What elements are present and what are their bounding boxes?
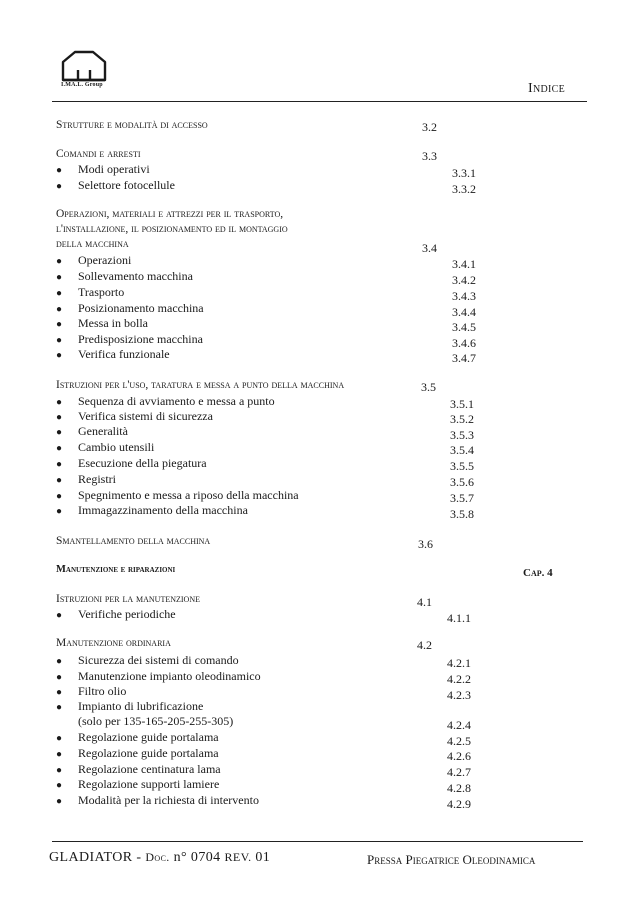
item-number: 3.3.1 <box>452 166 476 180</box>
bullet-icon: ● <box>56 491 63 502</box>
product-name: GLADIATOR - <box>49 850 142 865</box>
item-number: 4.1.1 <box>447 611 471 625</box>
bullet-icon: ● <box>56 687 63 698</box>
section-number: 3.3 <box>422 149 437 163</box>
rev-number: 01 <box>255 850 271 865</box>
list-item: ● Posizionamento macchina <box>56 301 204 315</box>
list-item: ● Regolazione guide portalama <box>56 730 219 744</box>
item-number: 3.4.6 <box>452 336 476 350</box>
list-item: ● Filtro olio <box>56 684 127 698</box>
section-title: Smantellamento della macchina <box>56 535 211 547</box>
section-number: 3.4 <box>422 241 437 255</box>
item-number: 3.4.5 <box>452 320 476 334</box>
bullet-icon: ● <box>56 749 63 760</box>
doc-number: n° 0704 <box>173 850 221 865</box>
list-item: ● Sicurezza dei sistemi di comando <box>56 653 239 667</box>
bullet-icon: ● <box>56 475 63 486</box>
bullet-icon: ● <box>56 610 63 621</box>
item-number: 3.5.6 <box>450 475 474 489</box>
footer-description: Pressa Piegatrice Oleodinamica <box>367 852 536 867</box>
company-name: I.MA.L. Group <box>61 82 103 88</box>
bullet-icon: ● <box>56 288 63 299</box>
bullet-icon: ● <box>56 181 63 192</box>
bullet-icon: ● <box>56 459 63 470</box>
bullet-icon: ● <box>56 780 63 791</box>
section-title: Istruzioni per l'uso, taratura e messa a punto della macchina <box>56 379 345 391</box>
list-item: ● Messa in bolla <box>56 316 148 330</box>
bullet-icon: ● <box>56 672 63 683</box>
bullet-icon: ● <box>56 319 63 330</box>
item-number: 3.5.4 <box>450 443 474 457</box>
item-number: 3.4.1 <box>452 257 476 271</box>
item-number: 4.2.7 <box>447 765 471 779</box>
item-number: 3.4.2 <box>452 273 476 287</box>
header-divider <box>52 101 587 102</box>
item-number: 3.5.2 <box>450 412 474 426</box>
bullet-icon: ● <box>56 796 63 807</box>
list-item: ● Verifica funzionale <box>56 347 170 361</box>
list-item: ● Predisposizione macchina <box>56 332 203 346</box>
section-number: 3.6 <box>418 537 433 551</box>
item-number: 3.5.3 <box>450 428 474 442</box>
bullet-icon: ● <box>56 335 63 346</box>
list-item: ● Modalità per la richiesta di intervento <box>56 793 259 807</box>
bullet-icon: ● <box>56 656 63 667</box>
item-number: 4.2.6 <box>447 749 471 763</box>
item-number: 4.2.8 <box>447 781 471 795</box>
footer-divider <box>52 841 583 842</box>
bullet-icon: ● <box>56 350 63 361</box>
doc-label: Doc. <box>145 850 170 864</box>
company-logo-icon <box>60 48 108 82</box>
bullet-icon: ● <box>56 397 63 408</box>
item-number: 4.2.3 <box>447 688 471 702</box>
list-item: ● Immagazzinamento della macchina <box>56 503 248 517</box>
section-number: 4.1 <box>417 595 432 609</box>
list-item: ● Regolazione centinatura lama <box>56 762 221 776</box>
bullet-icon: ● <box>56 506 63 517</box>
section-title: Manutenzione ordinaria <box>56 637 171 649</box>
bullet-icon: ● <box>56 427 63 438</box>
item-number: 4.2.4 <box>447 718 471 732</box>
item-number: 4.2.1 <box>447 656 471 670</box>
section-title: Istruzioni per la manutenzione <box>56 593 200 605</box>
item-number: 3.4.3 <box>452 289 476 303</box>
bullet-icon: ● <box>56 443 63 454</box>
item-number: 4.2.5 <box>447 734 471 748</box>
item-number: 3.5.5 <box>450 459 474 473</box>
section-title-line: Operazioni, materiali e attrezzi per il trasporto, <box>56 208 284 220</box>
bullet-icon: ● <box>56 702 63 713</box>
section-title-line: della macchina <box>56 238 129 250</box>
item-number: 4.2.2 <box>447 672 471 686</box>
item-number: 4.2.9 <box>447 797 471 811</box>
section-title-line: l'installazione, il posizionamento ed il montaggio <box>56 223 288 235</box>
list-item: ● Selettore fotocellule <box>56 178 175 192</box>
section-title: Comandi e arresti <box>56 148 141 160</box>
bullet-icon: ● <box>56 412 63 423</box>
chapter-label: Cap. 4 <box>523 567 553 579</box>
rev-label: REV. <box>224 850 252 864</box>
chapter-title: Manutenzione e riparazioni <box>56 564 176 575</box>
list-item-continuation: (solo per 135-165-205-255-305) <box>78 714 234 728</box>
bullet-icon: ● <box>56 765 63 776</box>
list-item: ● Operazioni <box>56 253 132 267</box>
list-item: ● Regolazione guide portalama <box>56 746 219 760</box>
footer-document-info <box>49 850 270 866</box>
bullet-icon: ● <box>56 304 63 315</box>
item-number: 3.5.8 <box>450 507 474 521</box>
list-item: ● Modi operativi <box>56 162 150 176</box>
bullet-icon: ● <box>56 165 63 176</box>
list-item: ● Registri <box>56 472 116 486</box>
list-item: ● Sequenza di avviamento e messa a punto <box>56 394 275 408</box>
bullet-icon: ● <box>56 733 63 744</box>
section-number: 3.2 <box>422 120 437 134</box>
section-number: 3.5 <box>421 380 436 394</box>
item-number: 3.3.2 <box>452 182 476 196</box>
list-item: ● Verifiche periodiche <box>56 607 176 621</box>
section-title: Strutture e modalità di accesso <box>56 119 208 131</box>
page-title: Indice <box>528 81 566 96</box>
list-item: ● Spegnimento e messa a riposo della macchina <box>56 488 299 502</box>
item-number: 3.4.4 <box>452 305 476 319</box>
list-item: ● Cambio utensili <box>56 440 155 454</box>
section-number: 4.2 <box>417 638 432 652</box>
list-item: ● Verifica sistemi di sicurezza <box>56 409 213 423</box>
list-item: ● Generalità <box>56 424 128 438</box>
list-item: ● Trasporto <box>56 285 125 299</box>
list-item: ● Regolazione supporti lamiere <box>56 777 220 791</box>
bullet-icon: ● <box>56 256 63 267</box>
item-number: 3.5.1 <box>450 397 474 411</box>
list-item: ● Manutenzione impianto oleodinamico <box>56 669 261 683</box>
bullet-icon: ● <box>56 272 63 283</box>
item-number: 3.4.7 <box>452 351 476 365</box>
list-item: ● Impianto di lubrificazione <box>56 699 204 713</box>
item-number: 3.5.7 <box>450 491 474 505</box>
list-item: ● Esecuzione della piegatura <box>56 456 207 470</box>
list-item: ● Sollevamento macchina <box>56 269 193 283</box>
